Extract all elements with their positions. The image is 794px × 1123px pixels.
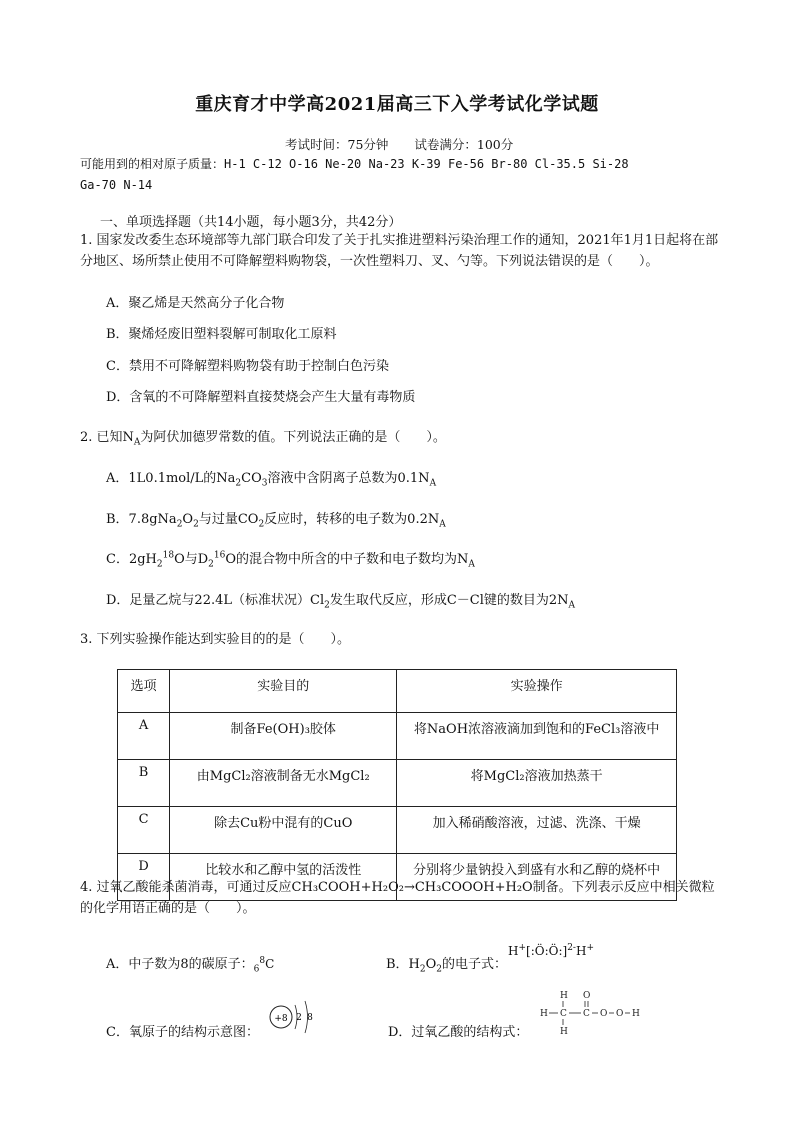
header-operation: 实验操作 <box>397 670 677 713</box>
row-option: D <box>118 854 170 901</box>
table-row <box>118 760 677 807</box>
section-title: 一、单项选择题（共14小题，每小题3分，共42分） <box>100 215 402 230</box>
question-4-stem: 4. 过氧乙酸能杀菌消毒，可通过反应CH₃COOH+H₂O₂→CH₃COOOH+H₂O制备。下列表示反应中相关微粒的化学用语正确的是（ ）。 <box>80 880 715 916</box>
q2-stem-b: 为阿伏加德罗常数的值。下列说法正确的是（ ）。 <box>140 430 446 445</box>
row-purpose: 由MgCl₂溶液制备无水MgCl₂ <box>170 760 397 807</box>
question-2-option-c: C．$2gH_2^{18}O$与$D_2^{16}O$的混合物中所含的中子数和电子数均为$N_A$ <box>106 550 475 570</box>
question-3-stem: 3. 下列实验操作能达到实验目的的是（ ）。 <box>80 632 351 647</box>
svg-text:+8: +8 <box>274 1014 288 1024</box>
header-purpose: 实验目的 <box>170 670 397 713</box>
q4-option-b-c: 的电子式： <box>442 957 508 972</box>
peracetic-acid-structural-formula <box>536 988 646 1036</box>
row-purpose: 比较水和乙醇中氢的活泼性 <box>170 854 397 901</box>
row-operation: 分别将少量钠投入到盛有水和乙醇的烧杯中 <box>397 854 677 901</box>
q2-stem-sub: A <box>133 437 141 448</box>
row-operation: 加入稀硝酸溶液，过滤、洗涤、干燥 <box>397 807 677 854</box>
row-option: B <box>118 760 170 807</box>
question-4-option-d: D．过氧乙酸的结构式： <box>388 1025 529 1040</box>
svg-text:C: C <box>560 1009 567 1019</box>
table-row <box>118 713 677 760</box>
question-2-option-d: D．足量乙烷与22.4L（标准状况）$Cl_2$发生取代反应，形成C－Cl键的数目为$2N_A$ <box>106 593 576 611</box>
q2-stem-a: 2. 已知N <box>80 430 134 445</box>
question-4-option-a <box>106 953 275 975</box>
page-title: 重庆育才中学高2021届高三下入学考试化学试题 <box>195 94 599 115</box>
header-option: 选项 <box>118 670 170 713</box>
table-header-row <box>118 670 677 713</box>
row-purpose: 制备Fe(OH)₃胶体 <box>170 713 397 760</box>
question-4-option-c: C．氧原子的结构示意图： <box>106 1025 259 1040</box>
question-2-stem <box>80 427 720 448</box>
row-option: C <box>118 807 170 854</box>
svg-text:O: O <box>583 991 591 1001</box>
svg-text:C: C <box>583 1009 590 1019</box>
svg-text:2: 2 <box>296 1013 302 1023</box>
question-2-option-b: B．$7.8gNa_2O_2$与过量$CO_2$反应时，转移的电子数为$0.2N_A$ <box>106 512 446 530</box>
q4-option-b-a: B．H <box>386 957 420 972</box>
exam-time: 考试时间：75分钟 <box>285 137 389 152</box>
question-1-option-d: D．含氧的不可降解塑料直接焚烧会产生大量有毒物质 <box>106 390 416 405</box>
row-operation: 将MgCl₂溶液加热蒸干 <box>397 760 677 807</box>
table-row <box>118 807 677 854</box>
question-1-option-a: A．聚乙烯是天然高分子化合物 <box>106 296 285 311</box>
svg-text:H: H <box>540 1009 548 1019</box>
svg-text:H: H <box>560 991 568 1001</box>
svg-text:H: H <box>632 1009 640 1019</box>
oxygen-atom-structure-diagram <box>266 995 322 1037</box>
question-1-stem: 1. 国家发改委生态环境部等九部门联合印发了关于扎实推进塑料污染治理工作的通知，2021年1月1日起将在部分地区、场所禁止使用不可降解塑料购物袋，一次性塑料刀、叉、勺等。下列说法错误的是（ ）。 <box>80 233 719 269</box>
exam-meta <box>285 135 513 153</box>
question-2-option-a: A．1L0.1mol/L的$Na_2CO_3$溶液中含阴离子总数为$0.1N_A$ <box>106 471 437 489</box>
question-4-option-b: B．$H_2O_2$的电子式： <box>386 957 508 975</box>
svg-text:O: O <box>600 1009 608 1019</box>
svg-text:H: H <box>560 1027 568 1036</box>
carbon-isotope-symbol: $_6^8$C <box>253 956 275 975</box>
question-1-option-c: C．禁用不可降解塑料购物袋有助于控制白色污染 <box>106 359 389 374</box>
svg-text:O: O <box>616 1009 624 1019</box>
svg-text:8: 8 <box>307 1013 313 1023</box>
row-option: A <box>118 713 170 760</box>
full-score: 试卷满分：100分 <box>414 137 514 152</box>
q4-option-b-b: O <box>425 957 437 972</box>
atomic-masses-line1: 可能用到的相对原子质量：H-1 C-12 O-16 Ne-20 Na-23 K-39 Fe-56 Br-80 Cl-35.5 Si-28 <box>80 157 629 171</box>
h2o2-electron-formula: H+[:Ö:Ö:]$^{2-}$H+ <box>508 943 594 958</box>
experiment-table <box>117 669 677 901</box>
q4-option-a-label: A．中子数为8的碳原子： <box>106 957 254 972</box>
row-operation: 将NaOH浓溶液滴加到饱和的FeCl₃溶液中 <box>397 713 677 760</box>
atomic-masses-line2: Ga-70 N-14 <box>80 178 153 192</box>
row-purpose: 除去Cu粉中混有的CuO <box>170 807 397 854</box>
question-1-option-b: B．聚烯烃废旧塑料裂解可制取化工原料 <box>106 327 337 342</box>
